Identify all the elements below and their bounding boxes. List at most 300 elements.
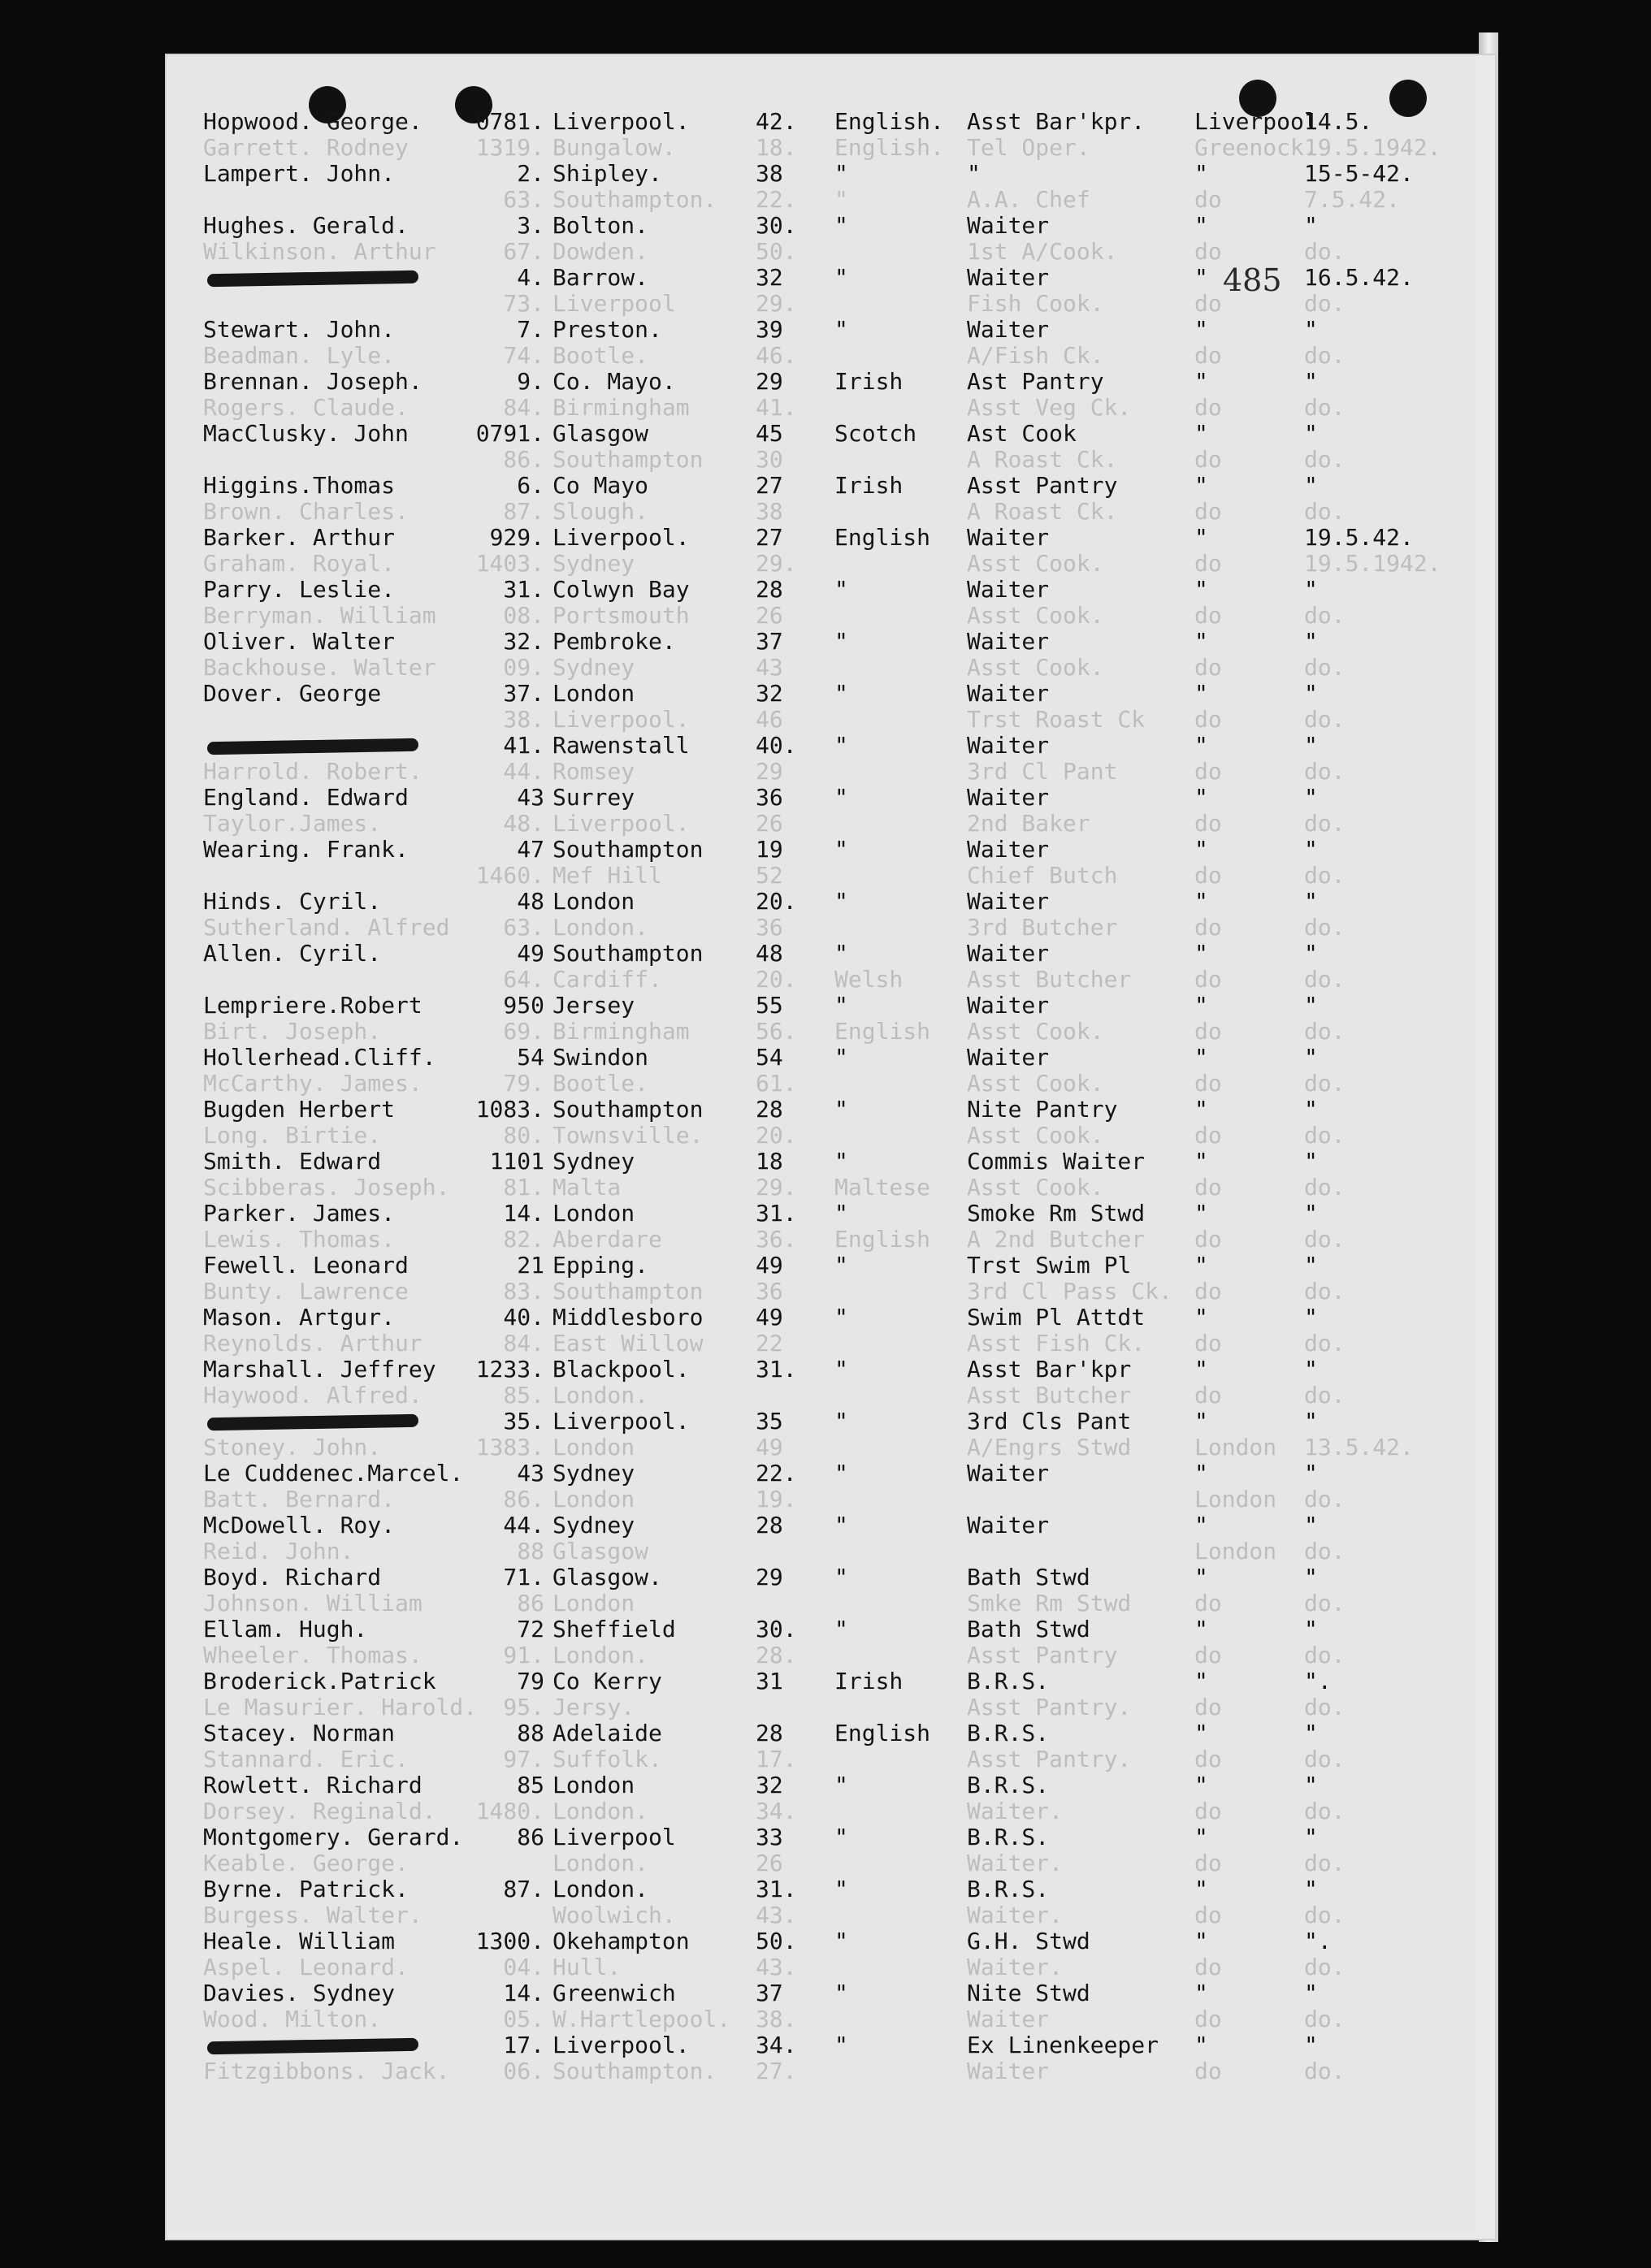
cell-nat: " — [834, 1044, 848, 1071]
cell-town: Co Kerry — [552, 1668, 662, 1695]
cell-nat: " — [834, 2032, 848, 2058]
cell-port: do — [1194, 862, 1222, 889]
cell-num: 3. — [517, 212, 544, 239]
cell-num: 4. — [517, 264, 544, 291]
cell-num: 88 — [517, 1720, 544, 1746]
cell-port: " — [1194, 628, 1208, 655]
cell-rating: A Roast Ck. — [967, 498, 1118, 525]
cell-name: Graham. Royal. — [203, 550, 396, 577]
cell-nat: " — [834, 1876, 848, 1902]
cell-date: " — [1304, 368, 1318, 395]
cell-rating: Trst Swim Pl — [967, 1252, 1132, 1279]
cell-num: 86. — [503, 1486, 544, 1513]
cell-town: Woolwich. — [552, 1902, 676, 1928]
cell-rating: Waiter. — [967, 1902, 1064, 1928]
cell-age: 28 — [756, 1720, 783, 1746]
cell-num: 48 — [517, 888, 544, 915]
cell-age: 31 — [756, 1668, 783, 1695]
cell-age: 28 — [756, 1512, 783, 1539]
cell-town: Suffolk. — [552, 1746, 662, 1772]
cell-date: do. — [1304, 1226, 1346, 1253]
cell-age: 22. — [756, 186, 797, 213]
cell-date: ". — [1304, 1928, 1332, 1954]
cell-nat: Welsh — [834, 966, 904, 993]
cell-town: Shipley. — [552, 160, 662, 187]
cell-age: 46. — [756, 342, 797, 369]
cell-name: Scibberas. Joseph. — [203, 1174, 450, 1201]
cell-town: Romsey — [552, 758, 635, 785]
cell-age: 61. — [756, 1070, 797, 1097]
cell-nat: English — [834, 1018, 931, 1045]
cell-age: 31. — [756, 1356, 797, 1383]
cell-rating: Asst Fish Ck. — [967, 1330, 1146, 1357]
cell-name: Bunty. Lawrence — [203, 1278, 409, 1305]
cell-town: London — [552, 680, 635, 707]
cell-date: " — [1304, 1616, 1318, 1643]
cell-port: London — [1194, 1434, 1277, 1461]
cell-date: " — [1304, 1044, 1318, 1071]
cell-num: 37. — [503, 680, 544, 707]
cell-date: " — [1304, 420, 1318, 447]
cell-date: " — [1304, 1408, 1318, 1435]
cell-num: 91. — [503, 1642, 544, 1669]
cell-port: do — [1194, 1798, 1222, 1824]
cell-name: Haywood. Alfred. — [203, 1382, 422, 1409]
cell-port: " — [1194, 992, 1208, 1019]
cell-nat: " — [834, 1200, 848, 1227]
cell-age: 26 — [756, 1850, 783, 1876]
cell-date: " — [1304, 732, 1318, 759]
cell-num: 69. — [503, 1018, 544, 1045]
cell-nat: " — [834, 1564, 848, 1591]
cell-port: " — [1194, 524, 1208, 551]
cell-num: 21 — [517, 1252, 544, 1279]
cell-name: Ellam. Hugh. — [203, 1616, 368, 1643]
cell-town: Jersy. — [552, 1694, 635, 1720]
ghost-table-row — [167, 2055, 1467, 2088]
cell-port: " — [1194, 472, 1208, 499]
cell-age: 17. — [756, 1746, 797, 1772]
cell-name: Dover. George — [203, 680, 382, 707]
cell-age: 36. — [756, 1226, 797, 1253]
cell-town: Mef Hill — [552, 862, 662, 889]
cell-rating: Waiter — [967, 888, 1050, 915]
cell-nat: " — [834, 1356, 848, 1383]
cell-date: " — [1304, 1096, 1318, 1123]
cell-town: Bootle. — [552, 1070, 649, 1097]
cell-rating: Waiter — [967, 732, 1050, 759]
cell-num: 17. — [503, 2032, 544, 2058]
cell-town: Sydney — [552, 654, 635, 681]
cell-name: Hinds. Cyril. — [203, 888, 382, 915]
cell-port: do — [1194, 290, 1222, 317]
cell-name: McCarthy. James. — [203, 1070, 422, 1097]
cell-port: do — [1194, 1850, 1222, 1876]
cell-town: Co Mayo — [552, 472, 649, 499]
cell-age: 29. — [756, 290, 797, 317]
cell-town: Middlesboro — [552, 1304, 704, 1331]
cell-rating: Waiter — [967, 836, 1050, 863]
cell-date: 15-5-42. — [1304, 160, 1414, 187]
cell-date: " — [1304, 836, 1318, 863]
cell-name: Stannard. Eric. — [203, 1746, 409, 1772]
cell-town: Southampton — [552, 1096, 704, 1123]
cell-rating: A/Fish Ck. — [967, 342, 1104, 369]
cell-town: London. — [552, 1798, 649, 1824]
cell-name: Bugden Herbert — [203, 1096, 396, 1123]
cell-date: do. — [1304, 1330, 1346, 1357]
cell-town: London. — [552, 1642, 649, 1669]
cell-date: " — [1304, 1876, 1318, 1902]
cell-port: do — [1194, 550, 1222, 577]
cell-town: Sydney — [552, 1460, 635, 1487]
cell-age: 30. — [756, 1616, 797, 1643]
cell-port: " — [1194, 1200, 1208, 1227]
cell-date: ". — [1304, 1668, 1332, 1695]
cell-town: Bolton. — [552, 212, 649, 239]
cell-name: Brown. Charles. — [203, 498, 409, 525]
cell-age: 32 — [756, 264, 783, 291]
cell-num: 1480. — [475, 1798, 544, 1824]
cell-nat: " — [834, 1928, 848, 1954]
cell-town: Sydney — [552, 550, 635, 577]
cell-town: Liverpool. — [552, 2032, 690, 2058]
cell-rating: Ex Linenkeeper — [967, 2032, 1159, 2058]
cell-town: Glasgow — [552, 420, 649, 447]
cell-age: 49 — [756, 1304, 783, 1331]
cell-date: do. — [1304, 862, 1346, 889]
cell-nat: English — [834, 524, 931, 551]
cell-num: 63. — [503, 186, 544, 213]
cell-rating: Nite Pantry — [967, 1096, 1118, 1123]
cell-age: 56. — [756, 1018, 797, 1045]
cell-port: " — [1194, 1772, 1208, 1798]
cell-num: 06. — [503, 2058, 544, 2084]
cell-port: do — [1194, 914, 1222, 941]
cell-port: " — [1194, 732, 1208, 759]
cell-town: Co. Mayo. — [552, 368, 676, 395]
cell-num: 49 — [517, 940, 544, 967]
cell-town: Blackpool. — [552, 1356, 690, 1383]
cell-num: 14. — [503, 1980, 544, 2006]
cell-rating: " — [967, 160, 981, 187]
cell-date: do. — [1304, 810, 1346, 837]
cell-port: " — [1194, 1668, 1208, 1695]
cell-town: London. — [552, 1876, 649, 1902]
cell-date: do. — [1304, 1590, 1346, 1617]
cell-num: 84. — [503, 1330, 544, 1357]
cell-name: Aspel. Leonard. — [203, 1954, 409, 1980]
cell-nat: Irish — [834, 368, 904, 395]
cell-port: do — [1194, 758, 1222, 785]
cell-age: 26 — [756, 602, 783, 629]
cell-port: " — [1194, 576, 1208, 603]
cell-name: Backhouse. Walter — [203, 654, 436, 681]
cell-name: Brennan. Joseph. — [203, 368, 422, 395]
cell-nat: " — [834, 1772, 848, 1798]
cell-nat: " — [834, 784, 848, 811]
cell-age: 19. — [756, 1486, 797, 1513]
cell-num: 0791. — [475, 420, 544, 447]
cell-age: 31. — [756, 1200, 797, 1227]
cell-name: Barker. Arthur — [203, 524, 396, 551]
cell-age: 20. — [756, 888, 797, 915]
cell-name: Parker. James. — [203, 1200, 396, 1227]
cell-rating: Asst Veg Ck. — [967, 394, 1132, 421]
cell-port: " — [1194, 1252, 1208, 1279]
cell-num: 73. — [503, 290, 544, 317]
cell-name: Birt. Joseph. — [203, 1018, 382, 1045]
cell-date: " — [1304, 940, 1318, 967]
cell-num: 2. — [517, 160, 544, 187]
cell-age: 43 — [756, 654, 783, 681]
cell-town: Adelaide — [552, 1720, 662, 1746]
cell-date: " — [1304, 1200, 1318, 1227]
cell-num: 08. — [503, 602, 544, 629]
cell-age: 31. — [756, 1876, 797, 1902]
cell-rating: Asst Cook. — [967, 1122, 1104, 1149]
redaction-mark — [207, 271, 418, 288]
cell-age: 43. — [756, 1902, 797, 1928]
cell-nat: " — [834, 992, 848, 1019]
cell-name: Le Masurier. Harold. — [203, 1694, 478, 1720]
cell-rating: B.R.S. — [967, 1668, 1050, 1695]
cell-port: do — [1194, 602, 1222, 629]
cell-port: " — [1194, 888, 1208, 915]
cell-num: 14. — [503, 1200, 544, 1227]
cell-age: 32 — [756, 1772, 783, 1798]
cell-date: do. — [1304, 1798, 1346, 1824]
cell-num: 05. — [503, 2006, 544, 2032]
cell-num: 83. — [503, 1278, 544, 1305]
cell-num: 950 — [503, 992, 544, 1019]
cell-num: 85 — [517, 1772, 544, 1798]
cell-town: Bootle. — [552, 342, 649, 369]
cell-age: 32 — [756, 680, 783, 707]
cell-nat: " — [834, 1252, 848, 1279]
cell-rating: 2nd Baker — [967, 810, 1090, 837]
cell-name: Dorsey. Reginald. — [203, 1798, 436, 1824]
cell-num: 44. — [503, 758, 544, 785]
cell-name: Hollerhead.Cliff. — [203, 1044, 436, 1071]
cell-age: 27 — [756, 524, 783, 551]
cell-name: Boyd. Richard — [203, 1564, 382, 1591]
cell-name: Marshall. Jeffrey — [203, 1356, 436, 1383]
cell-rating: Waiter — [967, 992, 1050, 1019]
cell-date: " — [1304, 1356, 1318, 1383]
cell-name: Byrne. Patrick. — [203, 1876, 409, 1902]
cell-date: do. — [1304, 2006, 1346, 2032]
cell-age: 33 — [756, 1824, 783, 1850]
cell-date: " — [1304, 628, 1318, 655]
cell-age: 37 — [756, 628, 783, 655]
cell-num: 35. — [503, 1408, 544, 1435]
cell-nat: Scotch — [834, 420, 917, 447]
cell-port: do — [1194, 654, 1222, 681]
cell-port: do — [1194, 1694, 1222, 1720]
cell-num: 81. — [503, 1174, 544, 1201]
cell-age: 36 — [756, 914, 783, 941]
cell-num: 43 — [517, 1460, 544, 1487]
cell-town: Jersey — [552, 992, 635, 1019]
cell-name: Hopwood. George. — [203, 108, 422, 135]
cell-port: do — [1194, 1746, 1222, 1772]
cell-date: do. — [1304, 706, 1346, 733]
cell-town: Slough. — [552, 498, 649, 525]
cell-port: do — [1194, 1070, 1222, 1097]
cell-age: 29 — [756, 758, 783, 785]
cell-date: 13.5.42. — [1304, 1434, 1414, 1461]
cell-name: Smith. Edward — [203, 1148, 382, 1175]
cell-age: 42. — [756, 108, 797, 135]
redaction-mark — [207, 2038, 418, 2055]
cell-town: Okehampton — [552, 1928, 690, 1954]
cell-date: do. — [1304, 394, 1346, 421]
cell-rating: Bath Stwd — [967, 1564, 1090, 1591]
cell-rating: Fish Cook. — [967, 290, 1104, 317]
cell-town: London — [552, 1590, 635, 1617]
cell-date: 7.5.42. — [1304, 186, 1401, 213]
cell-name: Wilkinson. Arthur — [203, 238, 436, 265]
cell-rating: Waiter — [967, 576, 1050, 603]
cell-name: Broderick.Patrick — [203, 1668, 436, 1695]
cell-name: MacClusky. John — [203, 420, 409, 447]
cell-rating: 3rd Cl Pant — [967, 758, 1118, 785]
cell-town: W.Hartlepool. — [552, 2006, 731, 2032]
cell-town: Rawenstall — [552, 732, 690, 759]
cell-num: 48. — [503, 810, 544, 837]
cell-town: Liverpool — [552, 290, 676, 317]
cell-num: 95. — [503, 1694, 544, 1720]
cell-nat: " — [834, 1512, 848, 1539]
cell-town: Southampton — [552, 446, 704, 473]
cell-num: 79 — [517, 1668, 544, 1695]
cell-date: " — [1304, 1460, 1318, 1487]
cell-rating: Asst Cook. — [967, 550, 1104, 577]
cell-date: " — [1304, 1720, 1318, 1746]
cell-age: 45 — [756, 420, 783, 447]
cell-date: do. — [1304, 1382, 1346, 1409]
cell-rating: Waiter — [967, 628, 1050, 655]
cell-rating: B.R.S. — [967, 1824, 1050, 1850]
cell-port: London — [1194, 1486, 1277, 1513]
cell-age: 18. — [756, 134, 797, 161]
cell-name: Reid. John. — [203, 1538, 354, 1565]
cell-num: 86 — [517, 1824, 544, 1850]
cell-age: 41. — [756, 394, 797, 421]
cell-age: 36 — [756, 784, 783, 811]
cell-rating: A.A. Chef — [967, 186, 1090, 213]
cell-date: do. — [1304, 654, 1346, 681]
cell-rating: Asst Cook. — [967, 602, 1104, 629]
cell-name: Batt. Bernard. — [203, 1486, 396, 1513]
cell-num: 47 — [517, 836, 544, 863]
cell-rating: A Roast Ck. — [967, 446, 1118, 473]
cell-port: do — [1194, 1590, 1222, 1617]
cell-date: " — [1304, 1512, 1318, 1539]
cell-town: Glasgow — [552, 1538, 649, 1565]
cell-date: do. — [1304, 1018, 1346, 1045]
cell-port: " — [1194, 1616, 1208, 1643]
cell-age: 29 — [756, 1564, 783, 1591]
cell-port: " — [1194, 680, 1208, 707]
cell-name: Wearing. Frank. — [203, 836, 409, 863]
cell-rating: Waiter — [967, 524, 1050, 551]
cell-num: 86. — [503, 446, 544, 473]
cell-nat: " — [834, 264, 848, 291]
cell-town: London. — [552, 1382, 649, 1409]
cell-town: Liverpool. — [552, 706, 690, 733]
cell-nat: " — [834, 628, 848, 655]
cell-name: Lampert. John. — [203, 160, 396, 187]
cell-town: Swindon — [552, 1044, 649, 1071]
cell-nat: " — [834, 940, 848, 967]
cell-age: 34. — [756, 2032, 797, 2058]
cell-name: Berryman. William — [203, 602, 436, 629]
cell-port: " — [1194, 784, 1208, 811]
cell-date: do. — [1304, 446, 1346, 473]
cell-rating: Asst Butcher — [967, 1382, 1132, 1409]
cell-rating: Asst Cook. — [967, 654, 1104, 681]
cell-rating: Ast Pantry — [967, 368, 1104, 395]
cell-nat: " — [834, 888, 848, 915]
cell-num: 97. — [503, 1746, 544, 1772]
cell-name: Garrett. Rodney — [203, 134, 409, 161]
cell-age: 30. — [756, 212, 797, 239]
cell-town: Southampton. — [552, 186, 717, 213]
cell-num: 1101 — [489, 1148, 544, 1175]
cell-date: " — [1304, 316, 1318, 343]
cell-port: do — [1194, 966, 1222, 993]
cell-name: Burgess. Walter. — [203, 1902, 422, 1928]
cell-town: London — [552, 888, 635, 915]
cell-rating: Asst Cook. — [967, 1018, 1104, 1045]
cell-town: Pembroke. — [552, 628, 676, 655]
page-stamp-number: 485 — [1223, 262, 1282, 298]
cell-name: Taylor.James. — [203, 810, 382, 837]
cell-num: 1319. — [475, 134, 544, 161]
cell-rating: Waiter — [967, 1460, 1050, 1487]
cell-date: do. — [1304, 290, 1346, 317]
cell-town: Sydney — [552, 1148, 635, 1175]
cell-rating: Waiter. — [967, 1954, 1064, 1980]
cell-date: 19.5.1942. — [1304, 134, 1441, 161]
cell-rating: Asst Pantry — [967, 1642, 1118, 1669]
cell-port: " — [1194, 1460, 1208, 1487]
cell-name: Fitzgibbons. Jack. — [203, 2058, 450, 2084]
cell-date: do. — [1304, 1954, 1346, 1980]
cell-age: 39 — [756, 316, 783, 343]
cell-name: Higgins.Thomas — [203, 472, 396, 499]
cell-num: 43 — [517, 784, 544, 811]
cell-age: 29. — [756, 550, 797, 577]
cell-date: do. — [1304, 1746, 1346, 1772]
cell-name: Stewart. John. — [203, 316, 396, 343]
cell-age: 27 — [756, 472, 783, 499]
cell-age: 29. — [756, 1174, 797, 1201]
cell-town: Liverpool. — [552, 524, 690, 551]
cell-age: 29 — [756, 368, 783, 395]
cell-num: 54 — [517, 1044, 544, 1071]
cell-name: Rowlett. Richard — [203, 1772, 422, 1798]
cell-num: 67. — [503, 238, 544, 265]
cell-date: do. — [1304, 1122, 1346, 1149]
cell-age: 38 — [756, 498, 783, 525]
cell-rating: Bath Stwd — [967, 1616, 1090, 1643]
cell-num: 86 — [517, 1590, 544, 1617]
cell-rating: Trst Roast Ck — [967, 706, 1146, 733]
cell-num: 929. — [489, 524, 544, 551]
